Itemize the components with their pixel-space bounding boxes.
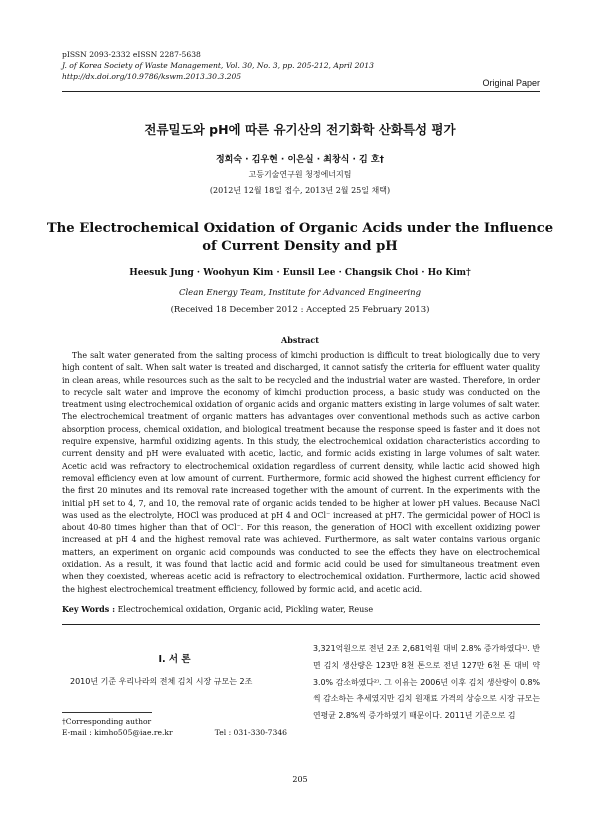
abstract-heading: Abstract: [281, 335, 319, 345]
keywords-text: Electrochemical oxidation, Organic acid, Pickling water, Reuse: [117, 605, 374, 614]
introduction-text-right: 3,321억원으로 전년 2조 2,681억원 대비 2.8% 증가하였다¹⁾. 반면 김치 생산량은 123만 8천 톤으로 전년 127만 6천 톤 대비 약 3.0% 감소하였다²⁾. 그 이유는 2006년 이후 김치 생산량이 0.8%씩 감소하는 추세였지만 김치 원재료 가격의 상승으로 시장 규모는 연평균 2.8%씩 증가하였기 때문이다. 2011년 기준으로 김: [313, 644, 540, 721]
page-number: 205: [292, 775, 308, 784]
english-title: [0, 220, 600, 256]
korean-affiliation: 고등기술연구원 청정에너지팀: [248, 170, 352, 179]
footnote: [62, 716, 287, 738]
korean-received-date: (2012년 12월 18일 접수, 2013년 2월 25일 채택): [209, 186, 391, 195]
author-email[interactable]: E-mail : kimho505@iae.re.kr: [62, 728, 173, 737]
journal-citation: J. of Korea Society of Waste Management, Vol. 30, No. 3, pp. 205-212, April 2013: [62, 60, 374, 70]
english-received-date: (Received 18 December 2012 : Accepted 25 February 2013): [170, 305, 430, 315]
header-divider: [62, 91, 540, 92]
keywords-divider: [62, 624, 540, 625]
corresponding-author-label: †Corresponding author: [62, 717, 152, 726]
english-affiliation: Clean Energy Team, Institute for Advanced Engineering: [178, 288, 422, 298]
keywords: [62, 604, 373, 614]
english-title-line1: The Electrochemical Oxidation of Organic Acids under the Influence: [46, 221, 554, 236]
paper-type-label: Original Paper: [482, 78, 540, 88]
keywords-label: Key Words :: [62, 604, 116, 614]
section-heading-introduction: I. 서 론: [158, 654, 191, 665]
english-authors: Heesuk Jung · Woohyun Kim · Eunsil Lee · Changsik Choi · Ho Kim†: [129, 268, 471, 278]
abstract-text: The salt water generated from the salting process of kimchi production is difficult to treat biologically due to very high content of salt. When salt water is treated and discharged, it cannot satisfy the criteria for effluent water quality in clean areas, while resources such as the salt to be recycled and the industrial water are wasted. Therefore, in order to recycle salt water and improve the economy of kimchi production process, a basic study was conducted on the treatment using electrochemical oxidation of organic acids and organic matters existing in large volumes of salt water. The electrochemical treatment of organic matters has advantages over conventional methods such as active carbon absorption process, chemical oxidation, and biological treatment because the response speed is faster and it does not require expensive, harmful oxidizing agents. In this study, the electrochemical oxidation characteristics according to current density and pH were evaluated with acetic, lactic, and formic acids existing in large volumes of salt water. Acetic acid was refractory to electrochemical oxidation regardless of current density, while lactic acid showed high removal efficiency even at low amount of current. Furthermore, formic acid showed the highest current efficiency for the first 20 minutes and its removal rate increased together with the amount of current. In the experiments with the initial pH set to 4, 7, and 10, the removal rate of organic acids tended to be higher at lower pH values. Because NaCl was used as the electrolyte, HOCl was produced at pH 4 and OCl⁻ increased at pH7. The germicidal power of HOCl is about 40-80 times higher than that of OCl⁻. For this reason, the generation of HOCl with excellent oxidizing power increased at pH 4 and the highest removal rate was achieved. Furthermore, as salt water contains various organic matters, an experiment on organic acid compounds was conducted to see the effects they have on electrochemical oxidation. As a result, it was found that lactic acid and formic acid could be used for simultaneous treatment even when they coexisted, whereas acetic acid is refractory to electrochemical oxidation. Furthermore, lactic acid showed the highest electrochemical treatment efficiency, followed by formic acid, and acetic acid.: [62, 351, 540, 594]
journal-header: [62, 50, 374, 82]
introduction-text-left: 2010년 기준 우리나라의 전체 김치 시장 규모는 2조: [70, 677, 253, 686]
korean-title: 전류밀도와 pH에 따른 유기산의 전기화학 산화특성 평가: [144, 122, 456, 137]
footnote-divider: [62, 712, 152, 713]
doi-link[interactable]: http://dx.doi.org/10.9786/kswm.2013.30.3.205: [62, 71, 242, 81]
author-telephone: Tel : 031-330-7346: [214, 728, 287, 737]
issn-line: pISSN 2093-2332 eISSN 2287-5638: [62, 50, 201, 59]
korean-authors: 정희숙 · 김우현 · 이은실 · 최창식 · 김 호†: [215, 155, 385, 165]
english-title-line2: of Current Density and pH: [202, 239, 398, 254]
